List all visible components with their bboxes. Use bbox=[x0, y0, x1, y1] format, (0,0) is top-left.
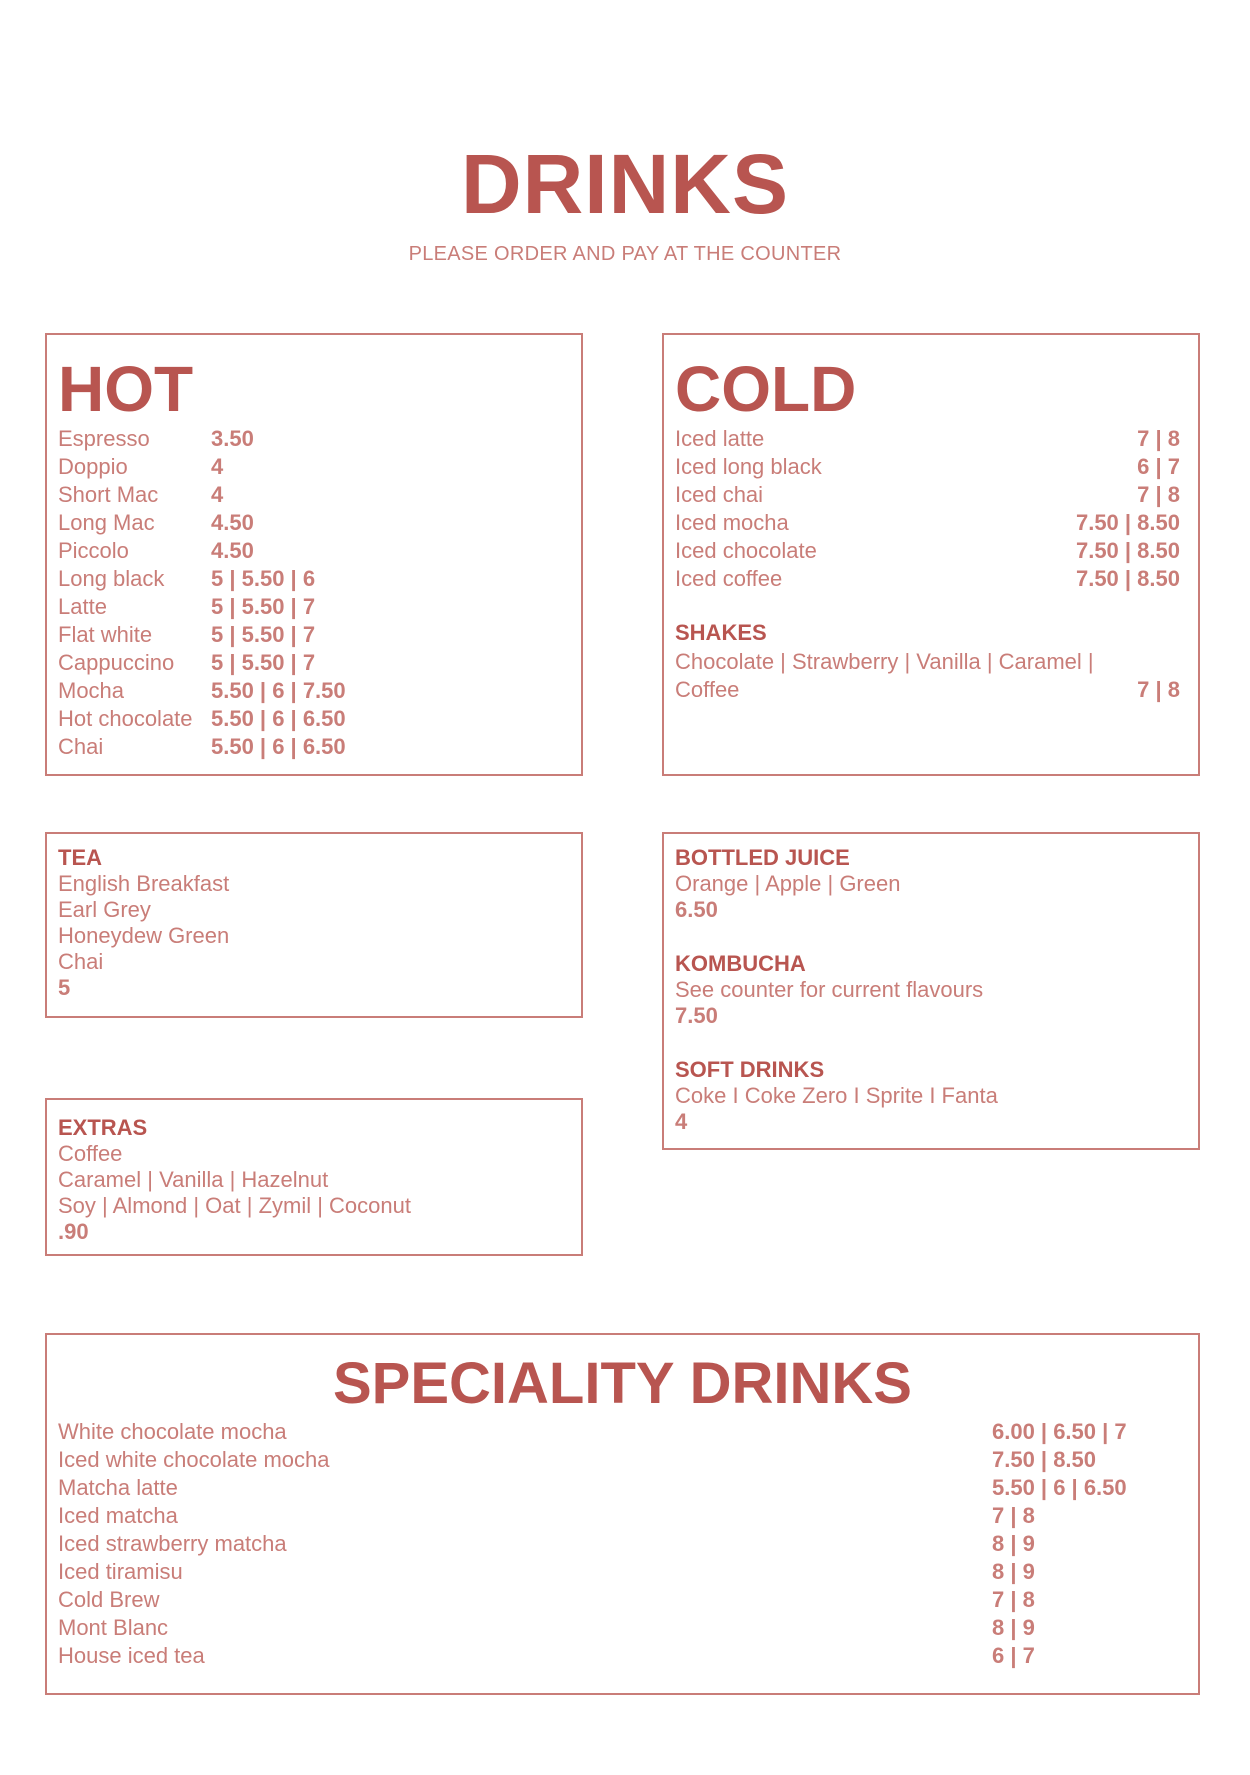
speciality-row bbox=[58, 1558, 1178, 1586]
speciality-item-name: Iced tiramisu bbox=[58, 1559, 183, 1584]
hot-item-price: 5 | 5.50 | 7 bbox=[211, 622, 316, 647]
hot-row bbox=[58, 481, 224, 509]
hot-item-name: Long black bbox=[58, 566, 165, 591]
soft-drinks-heading: SOFT DRINKS bbox=[675, 1057, 825, 1082]
speciality-item-name: Iced white chocolate mocha bbox=[58, 1447, 330, 1472]
speciality-row bbox=[58, 1474, 1178, 1502]
tea-item: English Breakfast bbox=[58, 871, 230, 896]
speciality-row bbox=[58, 1502, 1178, 1530]
cold-item-name: Iced latte bbox=[675, 426, 765, 451]
kombucha-desc: See counter for current flavours bbox=[675, 977, 984, 1002]
cold-item-name: Iced chai bbox=[675, 482, 764, 507]
speciality-section bbox=[45, 1333, 1200, 1695]
speciality-item-price: 8 | 9 bbox=[992, 1615, 1035, 1640]
shakes-block bbox=[675, 618, 1180, 704]
tea-item: Chai bbox=[58, 949, 104, 974]
bottled-drinks-section bbox=[662, 832, 1200, 1150]
speciality-row bbox=[58, 1446, 1178, 1474]
hot-item-name: Long Mac bbox=[58, 510, 155, 535]
hot-item-price: 5 | 5.50 | 7 bbox=[211, 594, 316, 619]
cold-row bbox=[675, 565, 1180, 593]
hot-list bbox=[58, 425, 346, 761]
speciality-item-price: 8 | 9 bbox=[992, 1559, 1035, 1584]
hot-item-price: 5.50 | 6 | 7.50 bbox=[211, 678, 346, 703]
speciality-item-price: 7.50 | 8.50 bbox=[992, 1447, 1097, 1472]
speciality-item-name: Mont Blanc bbox=[58, 1615, 169, 1640]
shakes-heading: SHAKES bbox=[675, 620, 767, 645]
hot-item-name: Doppio bbox=[58, 454, 128, 479]
hot-section bbox=[45, 333, 583, 776]
shakes-flavours-line1: Chocolate | Strawberry | Vanilla | Caramel | bbox=[675, 649, 1094, 674]
speciality-item-name: White chocolate mocha bbox=[58, 1419, 287, 1444]
hot-item-price: 4.50 bbox=[211, 510, 254, 535]
speciality-row bbox=[58, 1586, 1178, 1614]
hot-row bbox=[58, 509, 254, 537]
tea-item: Earl Grey bbox=[58, 897, 151, 922]
hot-row bbox=[58, 593, 316, 621]
hot-row bbox=[58, 733, 346, 761]
cold-list bbox=[675, 425, 1180, 593]
speciality-item-price: 7 | 8 bbox=[992, 1587, 1035, 1612]
hot-row bbox=[58, 425, 254, 453]
hot-heading: HOT bbox=[58, 353, 194, 425]
extras-price: .90 bbox=[58, 1219, 89, 1244]
speciality-item-name: Cold Brew bbox=[58, 1587, 160, 1612]
cold-item-price: 7 | 8 bbox=[1137, 482, 1180, 507]
speciality-row bbox=[58, 1642, 1178, 1670]
extras-item: Soy | Almond | Oat | Zymil | Coconut bbox=[58, 1193, 411, 1218]
cold-item-price: 7.50 | 8.50 bbox=[1075, 510, 1180, 535]
cold-item-name: Iced long black bbox=[675, 454, 822, 479]
hot-item-name: Short Mac bbox=[58, 482, 159, 507]
hot-row bbox=[58, 565, 316, 593]
shakes-price: 7 | 8 bbox=[1137, 677, 1180, 702]
hot-item-name: Espresso bbox=[58, 426, 150, 451]
shakes-flavours-line2: Coffee bbox=[675, 677, 740, 702]
bottled-juice-heading: BOTTLED JUICE bbox=[675, 845, 850, 870]
cold-section bbox=[662, 333, 1200, 776]
tea-item: Honeydew Green bbox=[58, 923, 230, 948]
cold-item-name: Iced chocolate bbox=[675, 538, 817, 563]
speciality-row bbox=[58, 1418, 1178, 1446]
speciality-item-name: House iced tea bbox=[58, 1643, 205, 1668]
cold-item-name: Iced coffee bbox=[675, 566, 783, 591]
cold-item-price: 7 | 8 bbox=[1137, 426, 1180, 451]
tea-section bbox=[45, 832, 583, 1018]
kombucha-heading: KOMBUCHA bbox=[675, 951, 806, 976]
cold-item-price: 6 | 7 bbox=[1137, 454, 1180, 479]
hot-item-name: Piccolo bbox=[58, 538, 129, 563]
hot-item-price: 5.50 | 6 | 6.50 bbox=[211, 706, 346, 731]
cold-item-price: 7.50 | 8.50 bbox=[1075, 538, 1180, 563]
page-subtitle: PLEASE ORDER AND PAY AT THE COUNTER bbox=[408, 243, 842, 265]
extras-section bbox=[45, 1098, 583, 1256]
cold-row bbox=[675, 425, 1180, 453]
tea-heading: TEA bbox=[58, 845, 102, 870]
speciality-row bbox=[58, 1530, 1178, 1558]
cold-row bbox=[675, 537, 1180, 565]
kombucha-price: 7.50 bbox=[675, 1003, 718, 1028]
soft-drinks-price: 4 bbox=[675, 1109, 688, 1134]
cold-item-price: 7.50 | 8.50 bbox=[1075, 566, 1180, 591]
speciality-item-price: 6 | 7 bbox=[992, 1643, 1035, 1668]
hot-item-name: Cappuccino bbox=[58, 650, 175, 675]
bottled-juice-price: 6.50 bbox=[675, 897, 718, 922]
cold-heading: COLD bbox=[675, 353, 857, 425]
hot-item-name: Hot chocolate bbox=[58, 706, 193, 731]
hot-item-price: 4 bbox=[211, 454, 224, 479]
hot-item-name: Mocha bbox=[58, 678, 125, 703]
speciality-item-price: 5.50 | 6 | 6.50 bbox=[992, 1475, 1127, 1500]
hot-row bbox=[58, 453, 224, 481]
hot-item-price: 3.50 bbox=[211, 426, 254, 451]
hot-item-name: Flat white bbox=[58, 622, 153, 647]
hot-item-name: Chai bbox=[58, 734, 104, 759]
speciality-row bbox=[58, 1614, 1178, 1642]
hot-row bbox=[58, 677, 346, 705]
hot-row bbox=[58, 705, 346, 733]
hot-item-price: 4 bbox=[211, 482, 224, 507]
bottled-juice-flavours: Orange | Apple | Green bbox=[675, 871, 901, 896]
page-title: DRINKS bbox=[460, 137, 789, 231]
cold-row bbox=[675, 453, 1180, 481]
speciality-heading: SPECIALITY DRINKS bbox=[332, 1351, 912, 1416]
speciality-item-price: 7 | 8 bbox=[992, 1503, 1035, 1528]
speciality-item-name: Iced strawberry matcha bbox=[58, 1531, 287, 1556]
hot-row bbox=[58, 621, 316, 649]
speciality-list bbox=[58, 1418, 1178, 1670]
extras-heading: EXTRAS bbox=[58, 1115, 148, 1140]
hot-item-name: Latte bbox=[58, 594, 107, 619]
soft-drinks-list: Coke I Coke Zero I Sprite I Fanta bbox=[675, 1083, 998, 1108]
hot-row bbox=[58, 649, 316, 677]
extras-item: Caramel | Vanilla | Hazelnut bbox=[58, 1167, 329, 1192]
hot-item-price: 5.50 | 6 | 6.50 bbox=[211, 734, 346, 759]
extras-item: Coffee bbox=[58, 1141, 123, 1166]
hot-row bbox=[58, 537, 254, 565]
speciality-item-price: 8 | 9 bbox=[992, 1531, 1035, 1556]
cold-item-name: Iced mocha bbox=[675, 510, 789, 535]
speciality-item-name: Iced matcha bbox=[58, 1503, 178, 1528]
cold-row bbox=[675, 509, 1180, 537]
cold-row bbox=[675, 481, 1180, 509]
speciality-item-name: Matcha latte bbox=[58, 1475, 178, 1500]
tea-price: 5 bbox=[58, 975, 71, 1000]
hot-item-price: 5 | 5.50 | 6 bbox=[211, 566, 316, 591]
speciality-item-price: 6.00 | 6.50 | 7 bbox=[992, 1419, 1127, 1444]
hot-item-price: 4.50 bbox=[211, 538, 254, 563]
hot-item-price: 5 | 5.50 | 7 bbox=[211, 650, 316, 675]
